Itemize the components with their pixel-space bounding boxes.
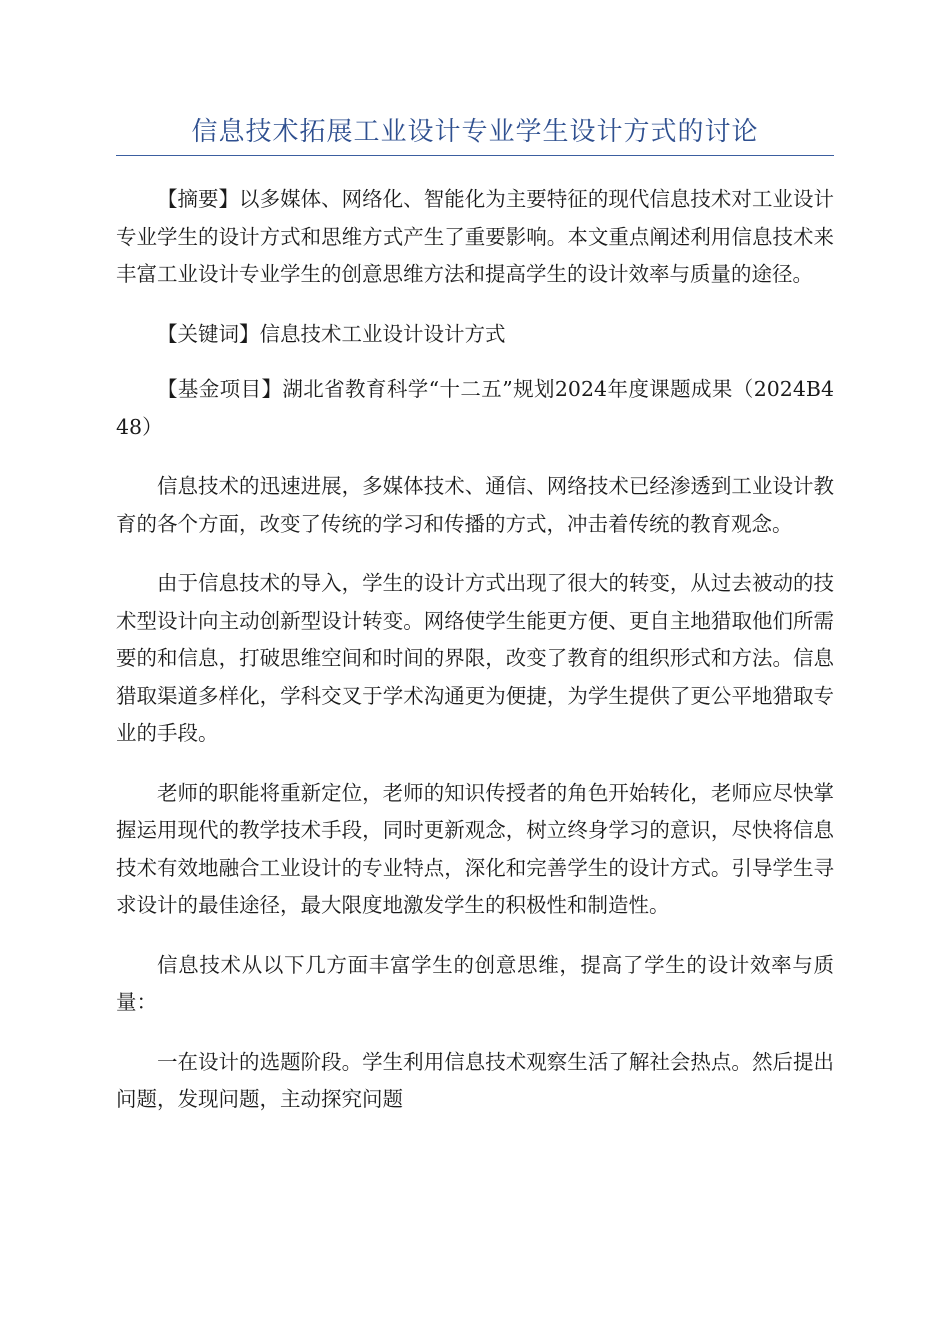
document-page: [116, 112, 834, 1119]
abstract-paragraph: 【摘要】以多媒体、网络化、智能化为主要特征的现代信息技术对工业设计专业学生的设计方式和思维方式产生了重要影响。本文重点阐述利用信息技术来丰富工业设计专业学生的创意思维方法和提高学生的设计效率与质量的途径。: [116, 187, 834, 286]
body-paragraph: 老师的职能将重新定位，老师的知识传授者的角色开始转化，老师应尽快掌握运用现代的教学技术手段，同时更新观念，树立终身学习的意识，尽快将信息技术有效地融合工业设计的专业特点，深化和完善学生的设计方式。引导学生寻求设计的最佳途径，最大限度地激发学生的积极性和制造性。: [116, 780, 834, 917]
body-paragraph: 一在设计的选题阶段。学生利用信息技术观察生活了解社会热点。然后提出问题，发现问题，主动探究问题: [116, 1049, 834, 1111]
fund-paragraph: 【基金项目】湖北省教育科学“十二五”规划2024年度课题成果（2024B448）: [116, 377, 834, 439]
body-paragraph: 信息技术的迅速进展，多媒体技术、通信、网络技术已经渗透到工业设计教育的各个方面，改变了传统的学习和传播的方式，冲击着传统的教育观念。: [116, 474, 834, 536]
body-paragraph: 由于信息技术的导入，学生的设计方式出现了很大的转变，从过去被动的技术型设计向主动创新型设计转变。网络使学生能更方便、更自主地猎取他们所需要的和信息，打破思维空间和时间的界限，改变了教育的组织形式和方法。信息猎取渠道多样化，学科交叉于学术沟通更为便捷，为学生提供了更公平地猎取专业的手段。: [116, 571, 834, 745]
keywords-paragraph: 【关键词】信息技术工业设计设计方式: [157, 321, 506, 346]
body-paragraph: 信息技术从以下几方面丰富学生的创意思维，提高了学生的设计效率与质量：: [116, 952, 834, 1014]
document-title: 信息技术拓展工业设计专业学生设计方式的讨论: [116, 112, 834, 156]
